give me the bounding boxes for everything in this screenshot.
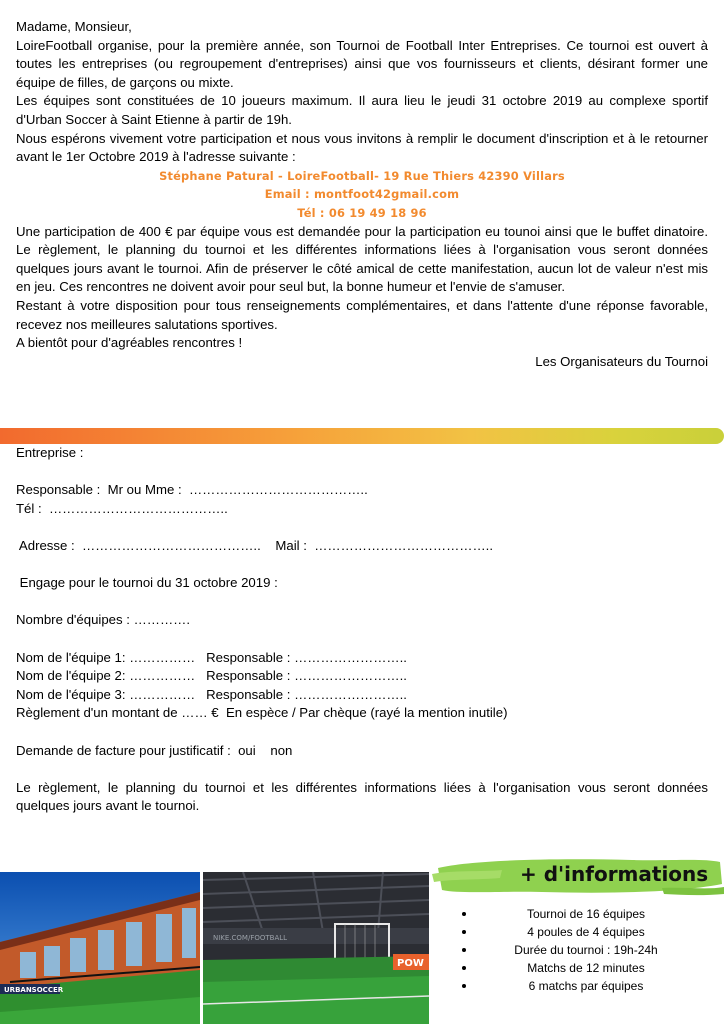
engagement-line: Engage pour le tournoi du 31 octobre 2019 : xyxy=(16,575,278,591)
field-nombre-equipes[interactable]: Nombre d'équipes : …………. xyxy=(16,612,191,628)
registration-form xyxy=(16,444,708,816)
list-item: 4 poules de 4 équipes xyxy=(452,923,720,941)
signature: Les Organisateurs du Tournoi xyxy=(535,353,708,369)
contact-address: Stéphane Patural - LoireFootball- 19 Rue Thiers 42390 Villars xyxy=(159,168,565,183)
paragraph-invitation: Nous espérons vivement votre participation et nous vous invitons à remplir le document d'inscription et à le retourner avant le 1er Octobre 2019 à l'adresse suivante : xyxy=(16,130,708,165)
paragraph-intro: LoireFootball organise, pour la première année, son Tournoi de Football Inter Entreprises. Ce tournoi est ouvert à toutes les entreprises (ou regroupement d'entreprises) ainsi que vos fournisseurs et clients, désirant former une équipe de filles, de garçons ou mixte. xyxy=(16,37,708,90)
field-facture[interactable]: Demande de facture pour justificatif : oui non xyxy=(16,742,293,758)
field-equipe-3[interactable]: Nom de l'équipe 3: …………… Responsable : …………………….. xyxy=(16,686,407,702)
list-item: 6 matchs par équipes xyxy=(452,977,720,995)
field-adresse-mail[interactable]: Adresse : ………………………………….. Mail : ………………………………….. xyxy=(16,537,493,553)
paragraph-participation: Une participation de 400 € par équipe vous est demandée pour la participation eu tounoi ainsi que le buffet dinatoire. Le règlement, le planning du tournoi et les différentes informations liées à l'organisation vous seront données quelques jours avant le tournoi. Afin de préserver le côté amical de cette manifestation, aucun lot de valeur n'est mis en jeu. Ces rencontres ne doivent avoir pour seul but, la bonne humeur et l'envie de s'amuser. xyxy=(16,223,708,295)
paragraph-teams: Les équipes sont constituées de 10 joueurs maximum. Il aura lieu le jeudi 31 octobre 2019 au complexe sportif d'Urban Soccer à Saint Etienne à partir de 19h. xyxy=(16,93,708,127)
greeting: Madame, Monsieur, xyxy=(16,19,132,34)
field-reglement[interactable]: Règlement d'un montant de …… € En espèce / Par chèque (rayé la mention inutile) xyxy=(16,705,508,721)
contact-email: Email : montfoot42gmail.com xyxy=(264,187,460,202)
indoor-pitch-photo xyxy=(203,872,429,1024)
field-equipe-1[interactable]: Nom de l'équipe 1: …………… Responsable : …………………….. xyxy=(16,649,407,665)
list-item: Tournoi de 16 équipes xyxy=(452,905,720,923)
field-equipe-2[interactable]: Nom de l'équipe 2: …………… Responsable : …………………….. xyxy=(16,668,407,684)
gradient-divider-band xyxy=(0,428,724,444)
photo-sign-pow: POW xyxy=(397,958,424,969)
stadium-exterior-photo xyxy=(0,872,200,1024)
paragraph-farewell: A bientôt pour d'agréables rencontres ! xyxy=(16,335,243,351)
field-tel[interactable]: Tél : ………………………………….. xyxy=(16,500,228,516)
form-note: Le règlement, le planning du tournoi et les différentes informations liées à l'organisation vous seront données quelques jours avant le tournoi. xyxy=(16,779,708,814)
list-item: Matchs de 12 minutes xyxy=(452,959,720,977)
invitation-letter xyxy=(16,18,708,371)
field-entreprise[interactable]: Entreprise : xyxy=(16,445,84,460)
photo-sign-nike: NIKE.COM/FOOTBALL xyxy=(213,934,288,942)
photo-sign-urbansoccer: URBANSOCCER xyxy=(4,986,64,994)
paragraph-closing: Restant à votre disposition pour tous renseignements complémentaires, et dans l'attente d'une réponse favorable, recevez nos meilleures salutations sportives. xyxy=(16,297,708,332)
info-list xyxy=(452,905,720,995)
contact-phone: Tél : 06 19 49 18 96 xyxy=(297,205,427,220)
field-responsable[interactable]: Responsable : Mr ou Mme : ………………………………….. xyxy=(16,482,368,498)
info-title: + d'informations xyxy=(520,862,709,886)
list-item: Durée du tournoi : 19h-24h xyxy=(452,941,720,959)
